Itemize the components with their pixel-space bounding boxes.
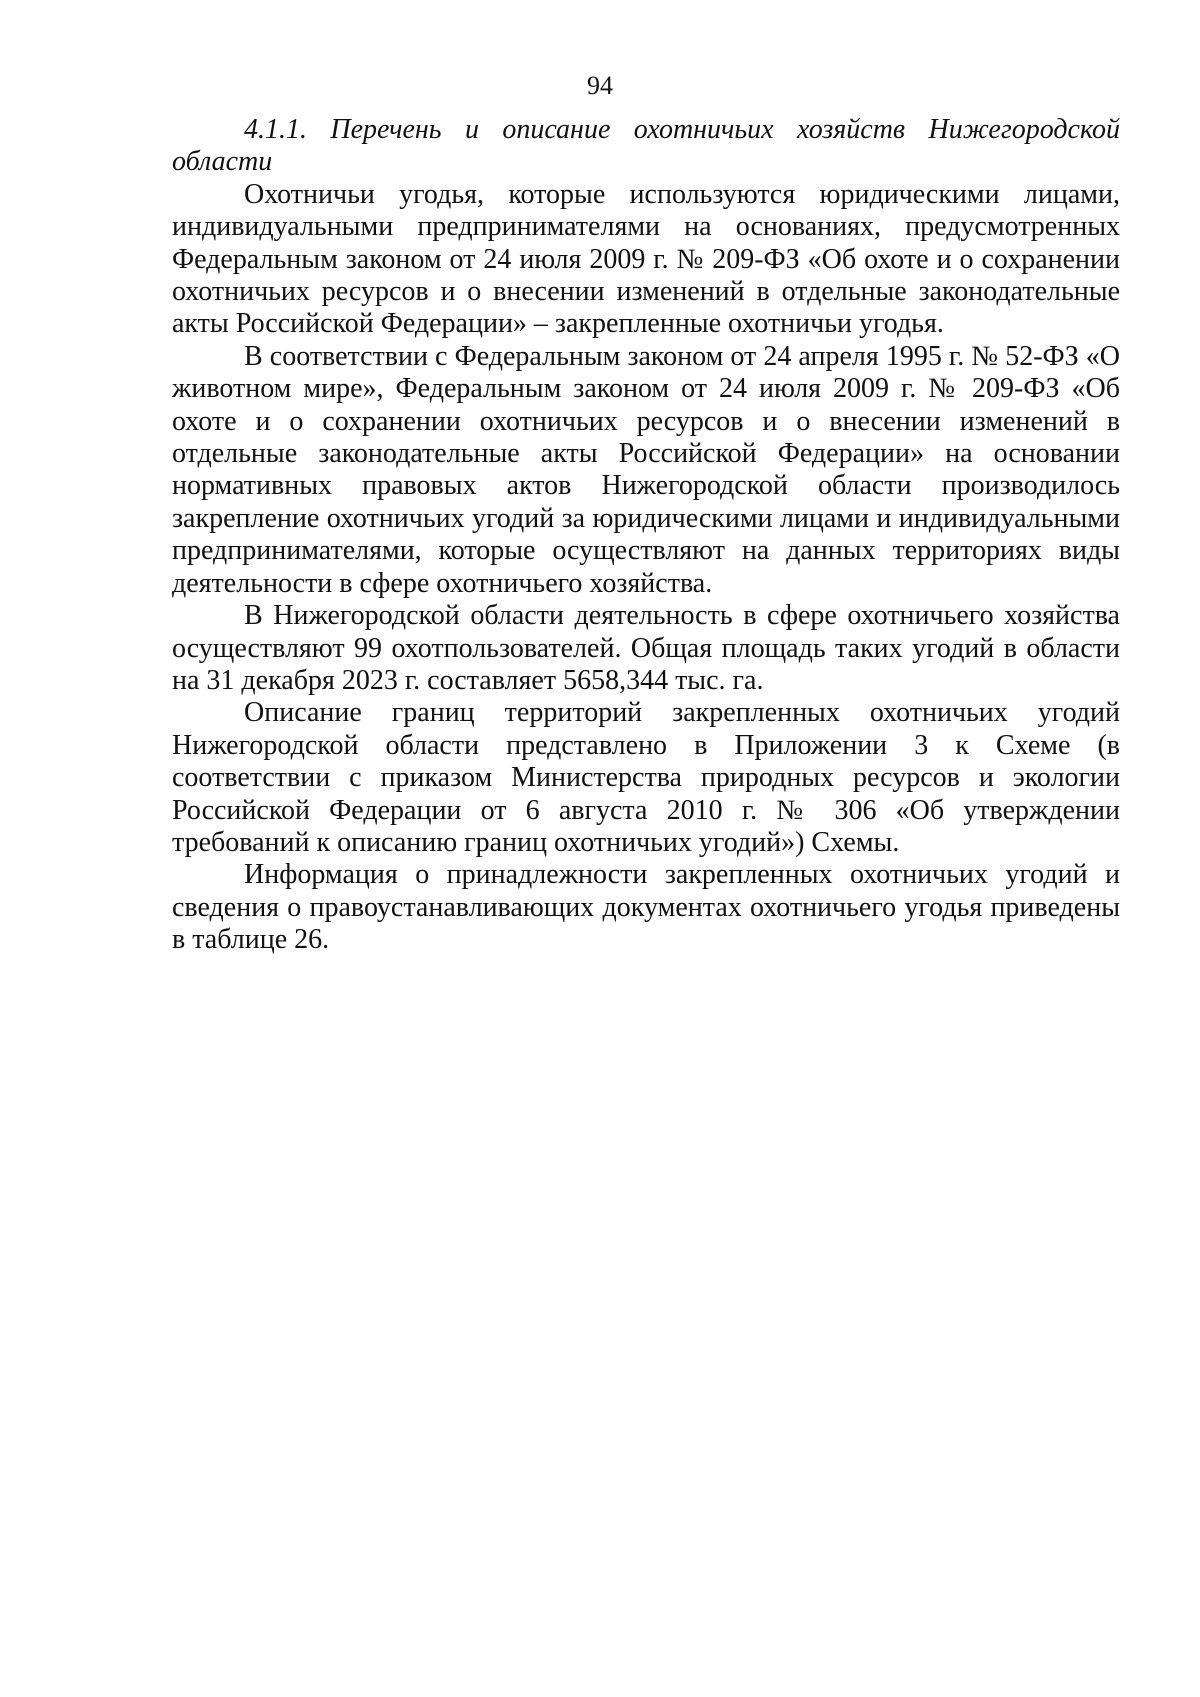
document-body [172,114,1120,957]
paragraph-table-reference: Информация о принадлежности закрепленных охотничьих угодий и сведения о правоустанавливающих документах охотничьего угодья приведены в таблице 26. [172,859,1120,956]
paragraph-boundary-description: Описание границ территорий закрепленных охотничьих угодий Нижегородской области представлено в Приложении 3 к Схеме (в соответствии с приказом Министерства природных ресурсов и экологии Российской Федерации от 6 августа 2010 г. № 306 «Об утверждении требований к описанию границ охотничьих угодий») Схемы. [172,697,1120,858]
page-number: 94 [587,71,613,100]
section-heading: 4.1.1. Перечень и описание охотничьих хозяйств Нижегородской области [172,114,1120,178]
paragraph-hunting-users-area: В Нижегородской области деятельность в сфере охотничьего хозяйства осуществляют 99 охотпользователей. Общая площадь таких угодий в области на 31 декабря 2023 г. составляет 5658,344 тыс. га. [172,600,1120,696]
paragraph-assigned-hunting-grounds: Охотничьи угодья, которые используются юридическими лицами, индивидуальными предпринимателями на основаниях, предусмотренных Федеральным законом от 24 июля 2009 г. № 209-ФЗ «Об охоте и о сохранении охотничьих ресурсов и о внесении изменений в отдельные законодательные акты Российской Федерации» – закрепленные охотничьи угодья. [172,178,1120,340]
paragraph-legal-basis: В соответствии с Федеральным законом от 24 апреля 1995 г. № 52-ФЗ «О животном мире», Федеральным законом от 24 июля 2009 г. № 209-ФЗ «Об охоте и о сохранении охотничьих ресурсов и о внесении изменений в отдельные законодательные акты Российской Федерации» на основании нормативных правовых актов Нижегородской области производилось закрепление охотничьих угодий за юридическими лицами и индивидуальными предпринимателями, которые осуществляют на данных территориях виды деятельности в сфере охотничьего хозяйства. [172,340,1120,599]
